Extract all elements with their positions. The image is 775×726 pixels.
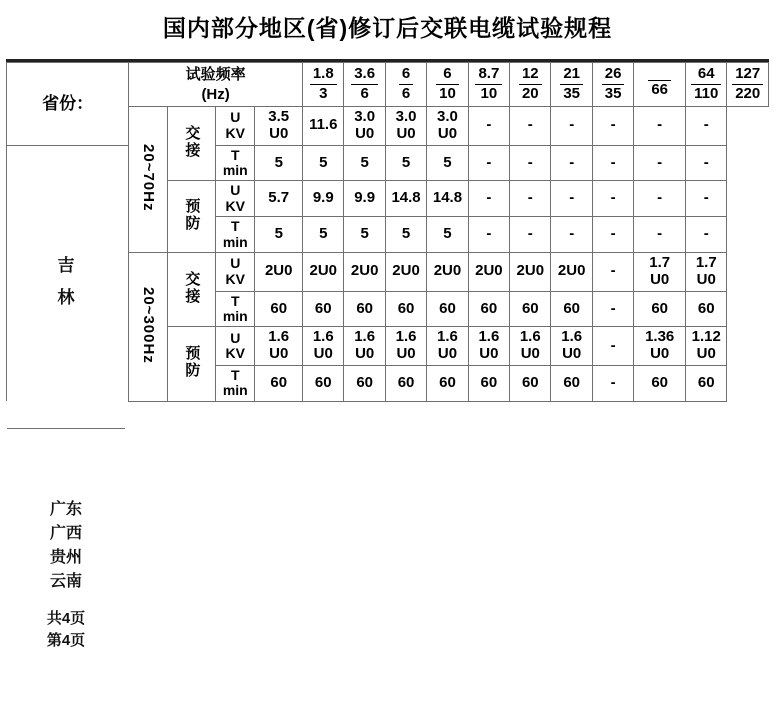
param-line1: T — [230, 218, 240, 235]
value-text: 60 — [397, 373, 415, 391]
value-text: 2U0 — [557, 262, 586, 280]
value-cell — [510, 365, 551, 401]
value-text: 1.12 U0 — [691, 328, 721, 363]
value-text: - — [657, 153, 663, 171]
value-cell — [255, 107, 303, 146]
value-cell — [427, 217, 468, 253]
value-cell — [592, 217, 633, 253]
value-text: 2U0 — [475, 262, 503, 280]
voltage-num: 6 — [399, 66, 413, 85]
value-text: 3.5 U0 — [268, 108, 290, 142]
param-line1: T — [230, 146, 240, 163]
voltage-column-header — [551, 63, 592, 107]
voltage-den: 66 — [651, 81, 669, 99]
province-header-label: 省份： — [42, 93, 94, 113]
value-text: - — [569, 153, 575, 171]
param-cell — [216, 107, 255, 146]
value-text: - — [610, 262, 616, 280]
mode-label: 预防 — [183, 198, 201, 233]
value-cell — [510, 217, 551, 253]
value-cell — [303, 217, 344, 253]
value-cell — [344, 327, 385, 366]
value-cell — [427, 365, 468, 401]
value-cell — [303, 107, 344, 146]
value-text: 5 — [443, 153, 452, 171]
voltage-column-header — [303, 63, 344, 107]
value-text: - — [610, 299, 616, 317]
province-line: 吉 — [57, 255, 75, 275]
value-cell — [634, 327, 686, 366]
value-cell — [592, 365, 633, 401]
value-text: - — [610, 336, 616, 354]
param-line1: U — [230, 109, 241, 126]
value-text: 5 — [443, 225, 452, 243]
value-text: 60 — [270, 373, 288, 391]
value-cell — [592, 252, 633, 291]
value-text: - — [486, 189, 492, 207]
value-cell — [427, 145, 468, 181]
value-text: 14.8 — [391, 189, 421, 207]
value-cell — [255, 217, 303, 253]
value-cell — [510, 327, 551, 366]
value-text: 11.6 — [309, 116, 338, 134]
param-line1: U — [230, 255, 241, 272]
value-text: 1.6 U0 — [268, 328, 290, 363]
param-cell — [216, 327, 255, 366]
value-cell — [468, 217, 509, 253]
voltage-num: 8.7 — [475, 66, 502, 85]
province-spacer-cell — [7, 145, 129, 401]
value-cell — [551, 291, 592, 327]
value-text: - — [610, 116, 616, 134]
province-line: 云南 — [49, 573, 82, 591]
mode-cell-group1-preventive — [168, 181, 216, 253]
frequency-cell-group1 — [129, 107, 168, 253]
value-text: 3.0 U0 — [354, 108, 376, 142]
value-text: 60 — [651, 373, 669, 391]
value-cell — [551, 217, 592, 253]
voltage-column-header — [634, 63, 686, 107]
voltage-num: 21 — [560, 66, 583, 85]
value-text: 3.0 U0 — [395, 108, 417, 142]
frequency-cell-group2 — [129, 252, 168, 401]
value-cell — [344, 181, 385, 217]
value-cell — [686, 107, 727, 146]
value-cell — [592, 145, 633, 181]
value-text: 60 — [314, 299, 332, 317]
value-cell — [255, 252, 303, 291]
value-text: 14.8 — [432, 189, 463, 207]
voltage-num: 12 — [519, 66, 542, 85]
value-cell — [468, 327, 509, 366]
voltage-den: 10 — [439, 85, 456, 102]
value-cell — [344, 252, 385, 291]
value-text: 1.6 U0 — [561, 328, 583, 363]
mode-cell-group2-preventive — [168, 327, 216, 401]
value-text: 5 — [360, 225, 369, 243]
voltage-column-header — [344, 63, 385, 107]
value-text: - — [657, 189, 663, 207]
table-row — [7, 145, 769, 181]
value-text: 1.6 U0 — [519, 328, 541, 363]
value-cell — [427, 291, 468, 327]
value-cell — [303, 291, 344, 327]
value-text: - — [610, 373, 616, 391]
mode-label: 交接 — [183, 125, 201, 160]
frequency-header-cell — [129, 63, 303, 107]
value-cell — [634, 252, 686, 291]
value-cell — [686, 252, 727, 291]
value-text: - — [527, 189, 533, 207]
value-cell — [385, 365, 426, 401]
frequency-header-line1: 试验频率 — [185, 66, 246, 83]
value-text: - — [527, 153, 533, 171]
voltage-column-header — [385, 63, 426, 107]
value-cell — [344, 291, 385, 327]
value-cell — [510, 181, 551, 217]
voltage-num: 127 — [732, 66, 763, 85]
value-text: 60 — [397, 299, 415, 317]
value-cell — [468, 107, 509, 146]
value-cell — [344, 217, 385, 253]
param-line1: U — [230, 329, 241, 346]
value-cell — [634, 107, 686, 146]
value-cell — [255, 327, 303, 366]
param-line2: KV — [225, 197, 245, 214]
value-text: 5 — [401, 153, 411, 171]
param-line2: min — [222, 161, 248, 178]
value-cell — [468, 252, 509, 291]
value-cell — [634, 365, 686, 401]
mode-cell-group2-acceptance — [168, 252, 216, 326]
voltage-column-header — [727, 63, 769, 107]
value-text: 2U0 — [516, 262, 545, 280]
value-cell — [510, 107, 551, 146]
value-cell — [303, 145, 344, 181]
value-text: 5 — [360, 153, 369, 171]
param-line2: min — [222, 233, 248, 250]
value-text: - — [657, 225, 663, 243]
province-line: 广东 — [49, 501, 82, 519]
value-cell — [427, 181, 468, 217]
param-line1: T — [230, 292, 240, 309]
value-cell — [686, 365, 727, 401]
value-cell — [427, 107, 468, 146]
value-cell — [551, 181, 592, 217]
value-text: 5 — [274, 225, 283, 243]
value-text: - — [610, 153, 616, 171]
value-text: 2U0 — [264, 262, 293, 280]
param-cell — [216, 217, 255, 253]
value-cell — [551, 365, 592, 401]
param-line2: KV — [225, 345, 245, 362]
value-cell — [551, 145, 592, 181]
document-title-bar — [6, 0, 769, 62]
value-text: 60 — [356, 373, 373, 391]
value-text: 60 — [651, 299, 669, 317]
page-title: 国内部分地区(省)修订后交联电缆试验规程 — [162, 15, 613, 41]
value-text: 5 — [401, 225, 411, 243]
value-text: 60 — [356, 299, 373, 317]
value-text: 60 — [563, 299, 581, 317]
value-text: 5 — [319, 153, 328, 171]
voltage-num: 1.8 — [310, 66, 337, 85]
value-cell — [686, 217, 727, 253]
frequency-value-group2: 20~300Hz — [139, 286, 157, 364]
voltage-num: 64 — [691, 66, 721, 85]
voltage-den: 110 — [694, 85, 719, 102]
value-text: - — [703, 189, 709, 207]
voltage-den: 10 — [480, 85, 498, 102]
value-cell — [551, 252, 592, 291]
value-cell — [255, 181, 303, 217]
value-text: 2U0 — [350, 262, 379, 280]
value-text: - — [703, 153, 709, 171]
value-cell — [510, 291, 551, 327]
value-cell — [634, 291, 686, 327]
value-text: 1.6 U0 — [354, 328, 376, 363]
value-text: 1.6 U0 — [312, 328, 334, 363]
param-line1: T — [230, 366, 240, 383]
value-text: 3.0 U0 — [437, 108, 458, 142]
value-cell — [468, 181, 509, 217]
mode-label: 交接 — [183, 271, 201, 306]
value-cell — [385, 252, 426, 291]
frequency-header-line2: (Hz) — [201, 85, 230, 103]
voltage-den: 3 — [319, 85, 328, 102]
value-cell — [385, 217, 426, 253]
voltage-num: 6 — [436, 66, 459, 85]
value-cell — [686, 327, 727, 366]
voltage-column-header — [468, 63, 509, 107]
value-cell — [510, 145, 551, 181]
value-text: - — [486, 225, 492, 243]
value-text: 9.9 — [354, 189, 376, 207]
value-text: 5 — [319, 225, 328, 243]
value-text: 60 — [439, 373, 456, 391]
value-cell — [468, 291, 509, 327]
value-text: - — [569, 225, 575, 243]
value-cell — [510, 252, 551, 291]
page-note-line2: 第4页 — [46, 632, 86, 649]
value-text: - — [703, 225, 709, 243]
value-text: 60 — [439, 299, 456, 317]
value-text: 2U0 — [392, 262, 420, 280]
value-cell — [385, 327, 426, 366]
value-text: 1.36 U0 — [645, 328, 675, 363]
value-cell — [385, 107, 426, 146]
value-text: 2U0 — [309, 262, 338, 280]
value-cell — [344, 145, 385, 181]
param-cell — [216, 365, 255, 401]
voltage-den: 220 — [735, 85, 761, 102]
value-text: 60 — [480, 299, 498, 317]
value-cell — [344, 107, 385, 146]
value-text: - — [486, 116, 492, 134]
value-cell — [385, 291, 426, 327]
voltage-num — [648, 70, 671, 81]
voltage-den: 20 — [521, 85, 539, 102]
value-text: - — [610, 189, 616, 207]
value-cell — [686, 181, 727, 217]
value-cell — [634, 145, 686, 181]
mode-cell-group1-acceptance — [168, 107, 216, 181]
value-text: - — [610, 225, 616, 243]
value-text: 5.7 — [268, 189, 290, 207]
value-text: 9.9 — [312, 189, 334, 207]
province-line: 贵州 — [49, 549, 82, 567]
value-text: 1.7 U0 — [695, 253, 717, 288]
param-line2: min — [222, 382, 248, 399]
value-text: 1.6 U0 — [478, 328, 500, 363]
value-cell — [303, 365, 344, 401]
value-text: 60 — [480, 373, 498, 391]
value-cell — [686, 291, 727, 327]
province-cell-south — [7, 431, 125, 719]
value-text: 1.6 U0 — [395, 328, 417, 363]
value-cell — [592, 107, 633, 146]
value-text: - — [527, 225, 533, 243]
value-cell — [634, 181, 686, 217]
value-text: - — [569, 189, 575, 207]
value-text: 60 — [563, 373, 581, 391]
value-text: 60 — [270, 299, 288, 317]
value-text: 1.6 U0 — [437, 328, 458, 363]
value-text: 2U0 — [433, 262, 462, 280]
voltage-column-header — [427, 63, 468, 107]
value-cell — [255, 365, 303, 401]
province-divider — [7, 428, 125, 429]
param-cell — [216, 252, 255, 291]
table-header-row — [7, 63, 769, 107]
value-cell — [344, 365, 385, 401]
value-cell — [255, 145, 303, 181]
value-cell — [385, 145, 426, 181]
province-line: 广西 — [49, 525, 82, 543]
value-text: 60 — [521, 373, 539, 391]
cable-test-spec-table — [6, 62, 769, 402]
value-text: 1.7 U0 — [649, 253, 671, 288]
mode-label: 预防 — [183, 345, 201, 380]
value-cell — [551, 107, 592, 146]
param-line2: KV — [225, 124, 245, 141]
voltage-den: 35 — [604, 85, 622, 102]
value-cell — [592, 181, 633, 217]
voltage-den: 6 — [401, 85, 411, 102]
value-cell — [551, 327, 592, 366]
value-cell — [592, 327, 633, 366]
value-cell — [634, 217, 686, 253]
param-cell — [216, 145, 255, 181]
voltage-column-header — [510, 63, 551, 107]
param-line2: KV — [225, 270, 245, 287]
value-cell — [686, 145, 727, 181]
value-cell — [592, 291, 633, 327]
voltage-den: 6 — [360, 85, 369, 102]
value-text: - — [703, 116, 709, 134]
value-cell — [303, 252, 344, 291]
voltage-num: 3.6 — [351, 66, 378, 85]
value-cell — [255, 291, 303, 327]
value-text: 60 — [521, 299, 539, 317]
voltage-column-header — [686, 63, 727, 107]
param-line2: min — [222, 307, 248, 324]
value-cell — [303, 327, 344, 366]
param-cell — [216, 291, 255, 327]
param-line1: U — [230, 182, 241, 199]
value-cell — [303, 181, 344, 217]
value-cell — [385, 181, 426, 217]
value-text: - — [486, 153, 492, 171]
value-text: 60 — [697, 299, 715, 317]
voltage-column-header — [592, 63, 633, 107]
voltage-num: 26 — [602, 66, 625, 85]
voltage-den: 35 — [563, 85, 581, 102]
value-cell — [468, 145, 509, 181]
frequency-value-group1: 20~70Hz — [139, 144, 157, 212]
param-cell — [216, 181, 255, 217]
value-text: 5 — [274, 153, 283, 171]
value-cell — [427, 252, 468, 291]
value-text: - — [527, 116, 533, 134]
value-text: 60 — [314, 373, 332, 391]
province-line: 林 — [57, 288, 75, 307]
value-cell — [468, 365, 509, 401]
value-text: 60 — [697, 373, 715, 391]
page-note-line1: 共4页 — [46, 610, 86, 628]
province-header-cell — [7, 63, 129, 146]
value-text: - — [569, 116, 575, 134]
value-text: - — [657, 116, 663, 134]
value-cell — [427, 327, 468, 366]
